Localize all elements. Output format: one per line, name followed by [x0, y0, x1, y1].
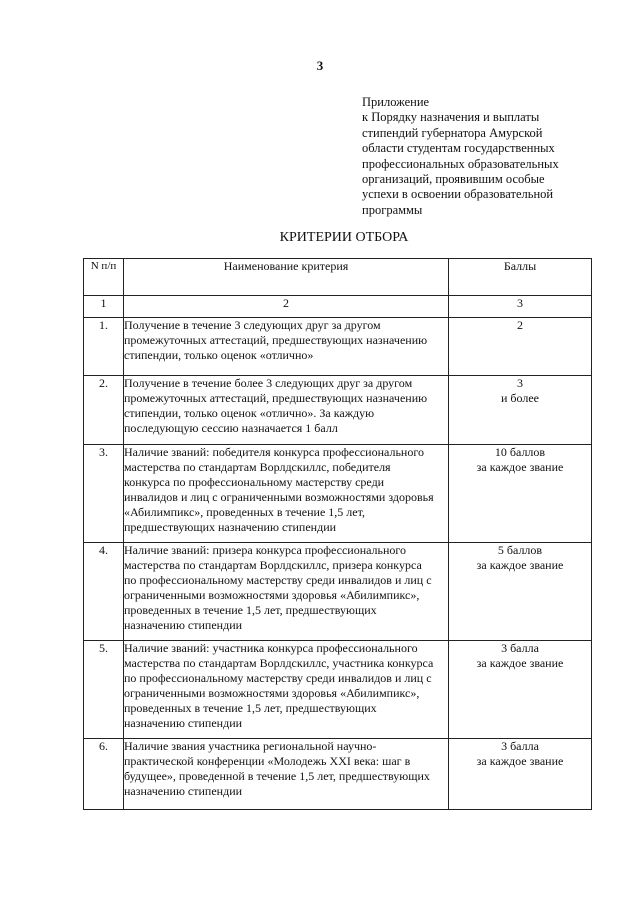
points-line: за каждое звание: [476, 460, 564, 474]
criterion-cell: [124, 445, 449, 543]
criterion-line: конкурса по профессиональному мастерству среди: [124, 475, 385, 489]
criterion-line: промежуточных аттестаций, предшествующих назначению: [124, 333, 428, 347]
header-number: N п/п: [84, 259, 124, 296]
criterion-line: Наличие звания участника региональной научно-: [124, 739, 377, 753]
criterion-line: назначению стипендии: [124, 618, 243, 632]
row-number: 5.: [84, 641, 124, 739]
criterion-line: мастерства по стандартам Ворлдскиллс, призера конкурса: [124, 558, 422, 572]
row-number: 6.: [84, 739, 124, 810]
criterion-line: инвалидов и лиц с ограниченными возможностями здоровья: [124, 490, 434, 504]
row-number: 2.: [84, 376, 124, 445]
header-criterion: Наименование критерия: [124, 259, 449, 296]
document-title: КРИТЕРИИ ОТБОРА: [279, 230, 409, 245]
appendix-line: стипендий губернатора Амурской: [362, 125, 543, 140]
table-row: [84, 739, 592, 810]
criterion-line: проведенных в течение 1,5 лет, предшествующих: [124, 603, 377, 617]
criterion-line: предшествующих назначению стипендии: [124, 520, 337, 534]
points-line: за каждое звание: [476, 558, 564, 572]
header-points: Баллы: [449, 259, 592, 296]
criterion-line: ограниченными возможностями здоровья «Абилимпикс»,: [124, 588, 420, 602]
points-line: 10 баллов: [494, 445, 546, 459]
criterion-line: промежуточных аттестаций, предшествующих назначению: [124, 391, 428, 405]
points-line: 3: [517, 376, 523, 390]
criterion-line: последующую сессию назначается 1 балл: [124, 421, 338, 435]
criterion-line: Наличие званий: победителя конкурса профессионального: [124, 445, 424, 459]
row-number: 1.: [84, 318, 124, 376]
page-number: 3: [316, 58, 324, 73]
column-number: 3: [449, 296, 592, 318]
appendix-line: организаций, проявившим особые: [362, 172, 545, 187]
criterion-cell: [124, 543, 449, 641]
points-line: за каждое звание: [476, 656, 564, 670]
points-line: 5 баллов: [497, 543, 543, 557]
criterion-line: по профессиональному мастерству среди инвалидов и лиц с: [124, 573, 432, 587]
table-row: [84, 376, 592, 445]
criterion-line: ограниченными возможностями здоровья «Абилимпикс»,: [124, 686, 420, 700]
criteria-table: [83, 258, 592, 810]
table-row: [84, 543, 592, 641]
row-number: 4.: [84, 543, 124, 641]
criterion-cell: [124, 641, 449, 739]
points-cell: [449, 641, 592, 739]
points-line: и более: [500, 391, 539, 405]
points-cell: [449, 739, 592, 810]
points-cell: [449, 445, 592, 543]
criterion-line: практической конференции «Молодежь XXI века: шаг в: [124, 754, 411, 768]
appendix-line: области студентам государственных: [362, 141, 555, 156]
criterion-line: будущее», проведенной в течение 1,5 лет, предшествующих: [124, 769, 430, 783]
criterion-line: мастерства по стандартам Ворлдскиллс, победителя: [124, 460, 391, 474]
criterion-line: мастерства по стандартам Ворлдскиллс, участника конкурса: [124, 656, 434, 670]
criterion-line: проведенных в течение 1,5 лет, предшествующих: [124, 701, 377, 715]
criterion-line: Получение в течение более 3 следующих друг за другом: [124, 376, 413, 390]
criterion-line: стипендии, только оценок «отлично»: [124, 348, 314, 362]
appendix-line: Приложение: [362, 95, 430, 109]
points-cell: [449, 318, 592, 376]
criterion-line: «Абилимпикс», проведенных в течение 1,5 лет,: [124, 505, 365, 519]
criterion-line: назначению стипендии: [124, 716, 243, 730]
criterion-cell: [124, 376, 449, 445]
criterion-line: стипендии, только оценок «отлично». За каждую: [124, 406, 375, 420]
appendix-line: успехи в освоении образовательной: [362, 187, 554, 202]
points-cell: [449, 543, 592, 641]
criterion-cell: [124, 739, 449, 810]
column-number: 1: [84, 296, 124, 318]
table-row: [84, 445, 592, 543]
appendix-block: [362, 95, 612, 218]
points-line: за каждое звание: [476, 754, 564, 768]
column-number-row: [84, 296, 592, 318]
criterion-line: Получение в течение 3 следующих друг за другом: [124, 318, 381, 332]
criterion-cell: [124, 318, 449, 376]
table-row: [84, 318, 592, 376]
criterion-line: Наличие званий: участника конкурса профессионального: [124, 641, 418, 655]
criterion-line: по профессиональному мастерству среди инвалидов и лиц с: [124, 671, 432, 685]
points-line: 2: [517, 318, 523, 332]
points-line: 3 балла: [501, 739, 539, 753]
criterion-line: Наличие званий: призера конкурса профессионального: [124, 543, 407, 557]
appendix-line: программы: [362, 202, 423, 217]
column-number: 2: [124, 296, 449, 318]
table-row: [84, 641, 592, 739]
row-number: 3.: [84, 445, 124, 543]
points-line: 3 балла: [501, 641, 539, 655]
criterion-line: назначению стипендии: [124, 784, 243, 798]
points-cell: [449, 376, 592, 445]
appendix-line: профессиональных образовательных: [362, 156, 559, 171]
table-header-row: [84, 259, 592, 296]
appendix-line: к Порядку назначения и выплаты: [362, 110, 540, 125]
